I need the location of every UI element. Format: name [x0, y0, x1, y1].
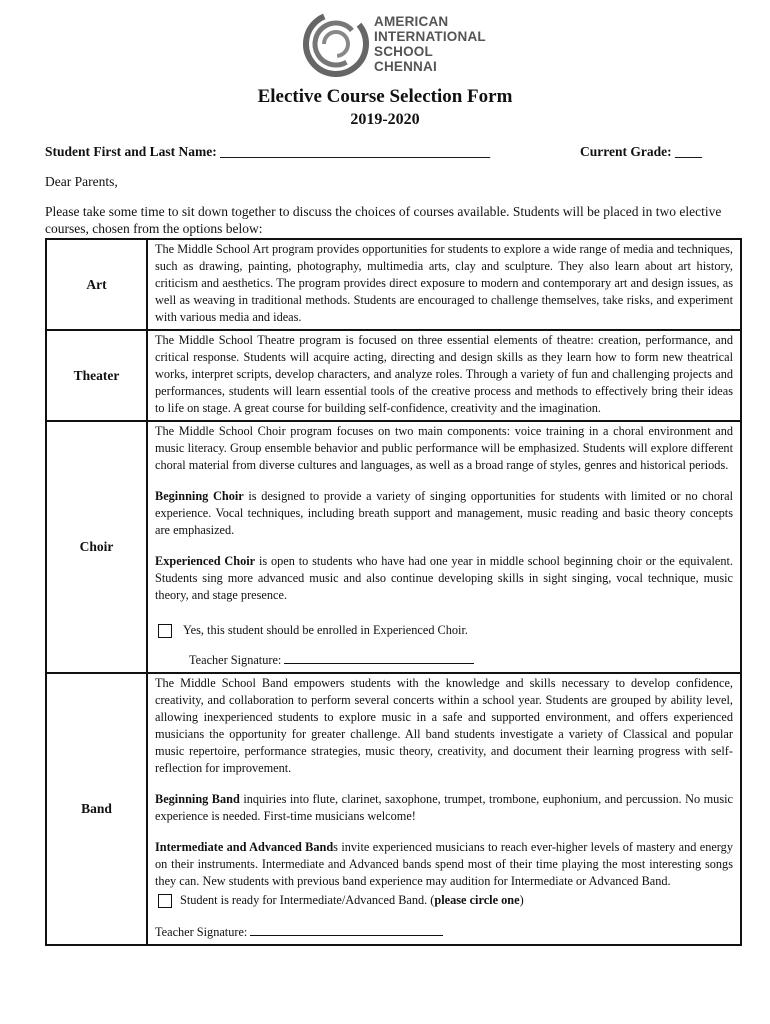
advanced-band-paragraph: [155, 839, 733, 890]
choir-teacher-signature[interactable]: [155, 651, 733, 669]
student-name-blank: ________________________________________: [220, 144, 491, 159]
course-label-art: Art: [46, 239, 147, 330]
intro-paragraph: Please take some time to sit down together to discuss the choices of courses available. Students will be placed in two elective courses, chosen from the options below:: [45, 204, 722, 236]
course-description-art: [147, 239, 741, 330]
course-description-choir: [147, 421, 741, 673]
advanced-band-checkbox[interactable]: [158, 894, 172, 908]
logo-line: INTERNATIONAL: [374, 29, 486, 44]
beginning-choir-title: Beginning Choir: [155, 489, 244, 503]
advanced-band-checkbox-label: [180, 892, 524, 909]
course-row-theater: [46, 330, 741, 421]
advanced-band-text: s invite experienced musicians to reach ever-higher levels of mastery and energy on their instruments. Intermediate and Advanced bands spend most of their time playing the most interesting songs they can. New students with previous band experience may audition for Intermediate or Advanced Band.: [155, 840, 733, 888]
theater-description: The Middle School Theatre program is focused on three essential elements of theatre: creation, performance, and critical response. Students will acquire acting, directing and design skills as they learn how to form new theatrical works, interpret scripts, develop characters, and analyze roles. Through a variety of fun and challenging projects and performances, students will learn essential tools of the creative process and methods to effectively bring their ideas to life on stage. A great course for building self-confidence, creativity and the imagination.: [155, 333, 733, 415]
student-name-field[interactable]: [45, 144, 490, 160]
course-description-band: [147, 673, 741, 945]
choir-signature-label: Teacher Signature:: [189, 653, 282, 667]
beginning-band-paragraph: [155, 791, 733, 825]
course-description-theater: [147, 330, 741, 421]
school-logo-emblem-icon: [302, 10, 370, 78]
band-teacher-signature[interactable]: [155, 923, 733, 941]
salutation: Dear Parents,: [45, 174, 118, 189]
choir-description: The Middle School Choir program focuses on two main components: voice training in a choral environment and music literacy. Group ensemble behavior and public performance will be emphasized. Students will explore different choral material from diverse cultures and languages, as well as a broad range of styles, genres and historical periods.: [155, 424, 733, 472]
choir-signature-line[interactable]: [284, 651, 474, 664]
course-row-choir: [46, 421, 741, 673]
band-description: The Middle School Band empowers students with the knowledge and skills necessary to develop confidence, creativity, and collaboration to perform several concerts within a school year. Students are grouped by ability level, allowing inexperienced students to explore music in a safe and supported environment, and offers experienced musicians the opportunity for greater challenge. All band students investigate a variety of Classical and popular music repertoire, performance strategies, music theory, creativity, and document their learning progress with self-reflection for improvement.: [155, 676, 733, 775]
current-grade-blank: ____: [674, 144, 702, 159]
advanced-band-title: Intermediate and Advanced Band: [155, 840, 334, 854]
school-logo: [302, 10, 492, 78]
school-year: 2019-2020: [350, 111, 420, 128]
logo-line: CHENNAI: [374, 59, 437, 74]
beginning-band-title: Beginning Band: [155, 792, 240, 806]
experienced-choir-text: is open to students who have had one year in middle school beginning choir or the equivalent. Students sing more advanced music and also continue developing skills in sight singing, vocal technique, music theory, and stage presence.: [155, 554, 733, 602]
experienced-choir-checkbox-label: Yes, this student should be enrolled in Experienced Choir.: [183, 623, 468, 637]
course-label-choir: Choir: [46, 421, 147, 673]
course-row-band: [46, 673, 741, 945]
logo-line: AMERICAN: [374, 14, 449, 29]
page-title: Elective Course Selection Form: [257, 86, 513, 107]
experienced-choir-checkbox[interactable]: [158, 624, 172, 638]
circle-one-emphasis: please circle one: [434, 893, 520, 907]
experienced-choir-title: Experienced Choir: [155, 554, 256, 568]
current-grade-field[interactable]: [580, 144, 702, 160]
advanced-band-checkbox-close: ): [519, 893, 524, 907]
art-description: The Middle School Art program provides opportunities for students to explore a wide range of media and techniques, such as drawing, painting, photography, multimedia arts, clay and sculpture. They also learn about art history, criticism and aesthetics. The program provides direct exposure to modern and contemporary art and design issues, as well as weaving in traditional methods. Students are encouraged to challenge themselves, take risks, and experiment with various media and ideas.: [155, 242, 733, 324]
beginning-choir-paragraph: [155, 488, 733, 539]
course-table: [45, 238, 742, 946]
course-row-art: [46, 239, 741, 330]
experienced-choir-paragraph: [155, 553, 733, 604]
band-signature-label: Teacher Signature:: [155, 925, 248, 939]
student-name-label: Student First and Last Name:: [45, 144, 217, 159]
course-label-band: Band: [46, 673, 147, 945]
advanced-band-checkbox-row[interactable]: [155, 892, 733, 909]
advanced-band-checkbox-text: Student is ready for Intermediate/Advanced Band. (: [180, 893, 435, 907]
school-name: [374, 14, 486, 74]
band-signature-line[interactable]: [250, 923, 443, 936]
current-grade-label: Current Grade:: [580, 144, 672, 159]
logo-line: SCHOOL: [374, 44, 433, 59]
experienced-choir-checkbox-row[interactable]: [155, 622, 733, 639]
course-label-theater: Theater: [46, 330, 147, 421]
beginning-band-text: inquiries into flute, clarinet, saxophone, trumpet, trombone, euphonium, and percussion. No music experience is needed. First-time musicians welcome!: [155, 792, 733, 823]
beginning-choir-text: is designed to provide a variety of singing opportunities for students with limited or no choral experience. Vocal techniques, including breath support and management, music reading and basic theory concepts are emphasized.: [155, 489, 733, 537]
